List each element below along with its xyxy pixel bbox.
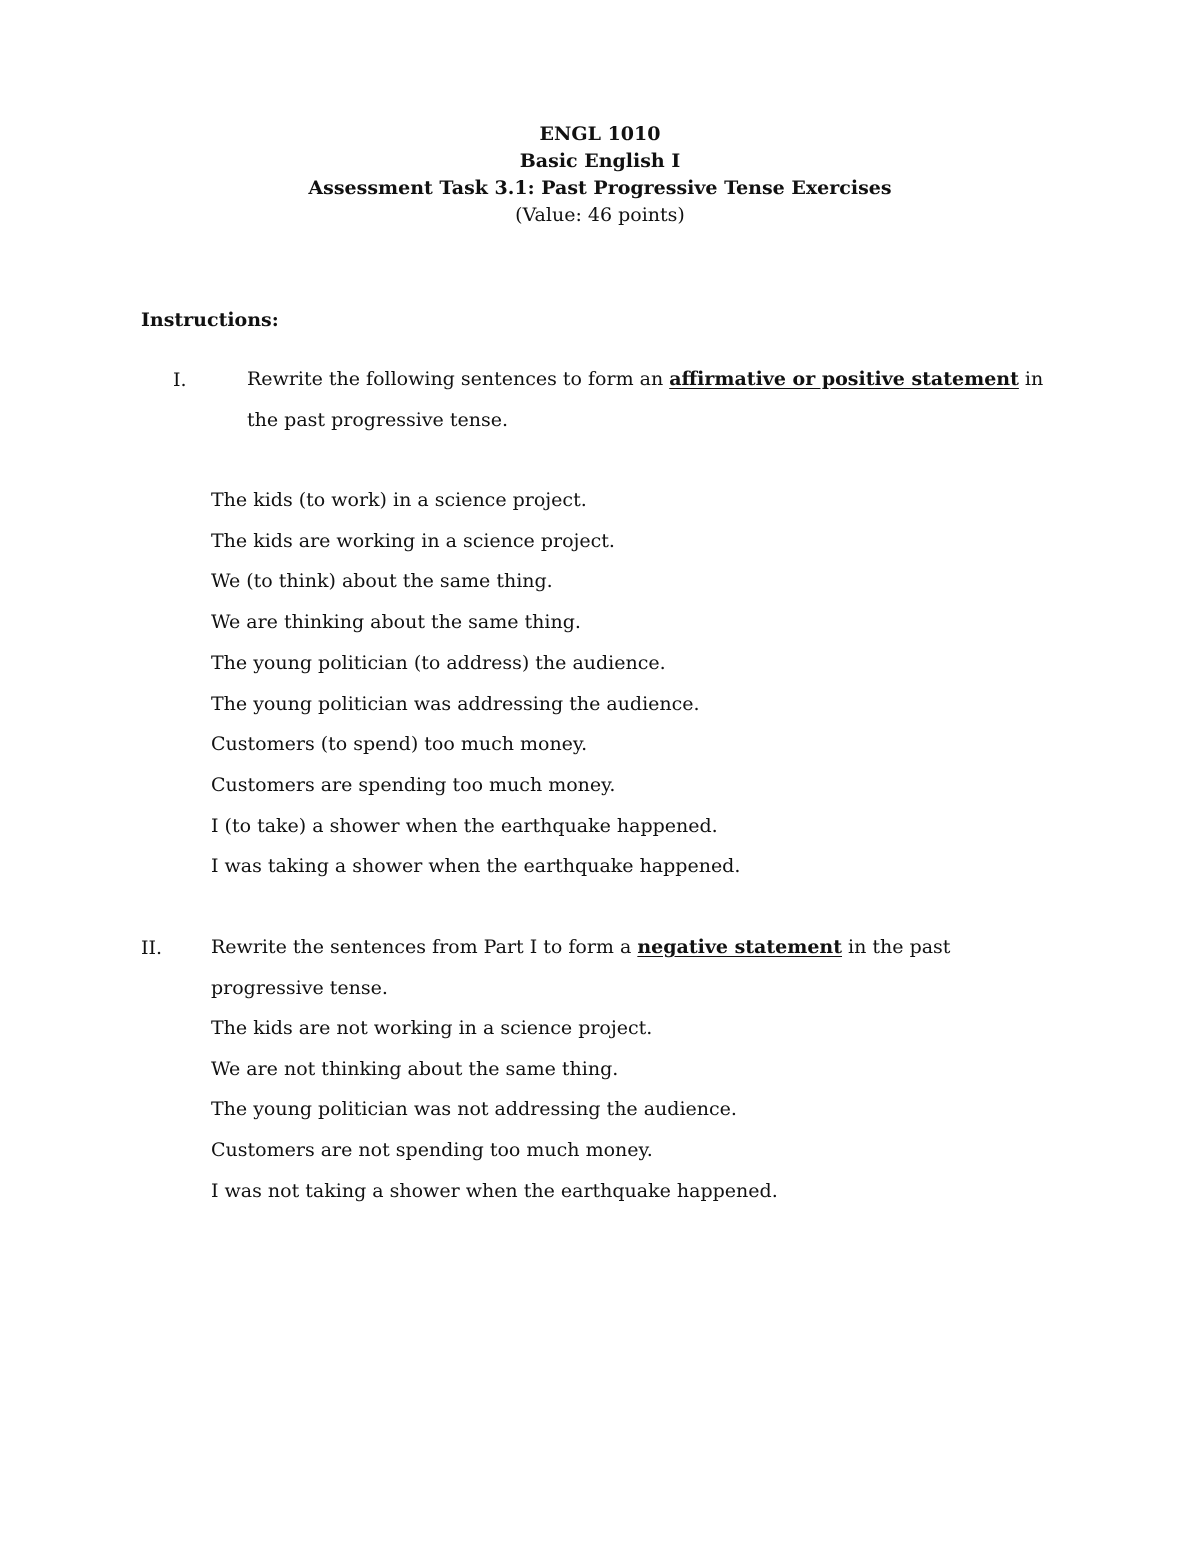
part2-text-after: in the past progressive tense. [211, 936, 951, 999]
task-value: (Value: 46 points) [515, 204, 685, 226]
part1-sentence: We (to think) about the same thing. [211, 570, 553, 593]
document-header [0, 121, 1200, 229]
part1-text-after: in the past progressive tense. [247, 368, 1044, 431]
part1-sentence: Customers are spending too much money. [211, 773, 616, 796]
part2-sentence-list [211, 1008, 778, 1212]
part2-sentence: I was not taking a shower when the earthquake happened. [211, 1179, 778, 1202]
part2-sentence: We are not thinking about the same thing. [211, 1057, 619, 1080]
part2-sentence: Customers are not spending too much money. [211, 1139, 653, 1162]
part1-sentence: I was taking a shower when the earthquake happened. [211, 855, 741, 878]
part1-sentence: The kids (to work) in a science project. [211, 489, 587, 511]
part1-instruction [247, 359, 1067, 441]
instructions-label: Instructions: [141, 309, 279, 331]
part1-sentence: The young politician (to address) the audience. [211, 651, 666, 674]
part1-numeral: I. [173, 369, 187, 391]
part1-sentence: I (to take) a shower when the earthquake happened. [211, 814, 718, 837]
part2-text-before: Rewrite the sentences from Part I to form a [211, 936, 638, 958]
part1-sentence: The kids are working in a science project. [211, 529, 615, 552]
part1-emphasis: affirmative or positive statement [669, 368, 1019, 390]
part2-instruction [211, 927, 1041, 1009]
part2-numeral: II. [141, 937, 163, 959]
part2-emphasis: negative statement [637, 936, 843, 958]
part2-sentence: The kids are not working in a science project. [211, 1017, 653, 1039]
course-code: ENGL 1010 [539, 123, 661, 145]
part1-text-before: Rewrite the following sentences to form an [247, 368, 670, 390]
part1-sentence: The young politician was addressing the audience. [211, 692, 700, 715]
part2-sentence: The young politician was not addressing the audience. [211, 1098, 737, 1121]
part1-sentence: We are thinking about the same thing. [211, 611, 581, 634]
part1-sentence: Customers (to spend) too much money. [211, 733, 588, 756]
task-title: Assessment Task 3.1: Past Progressive Tense Exercises [308, 177, 892, 199]
part1-sentence-list [211, 480, 740, 887]
course-name: Basic English I [519, 150, 681, 172]
